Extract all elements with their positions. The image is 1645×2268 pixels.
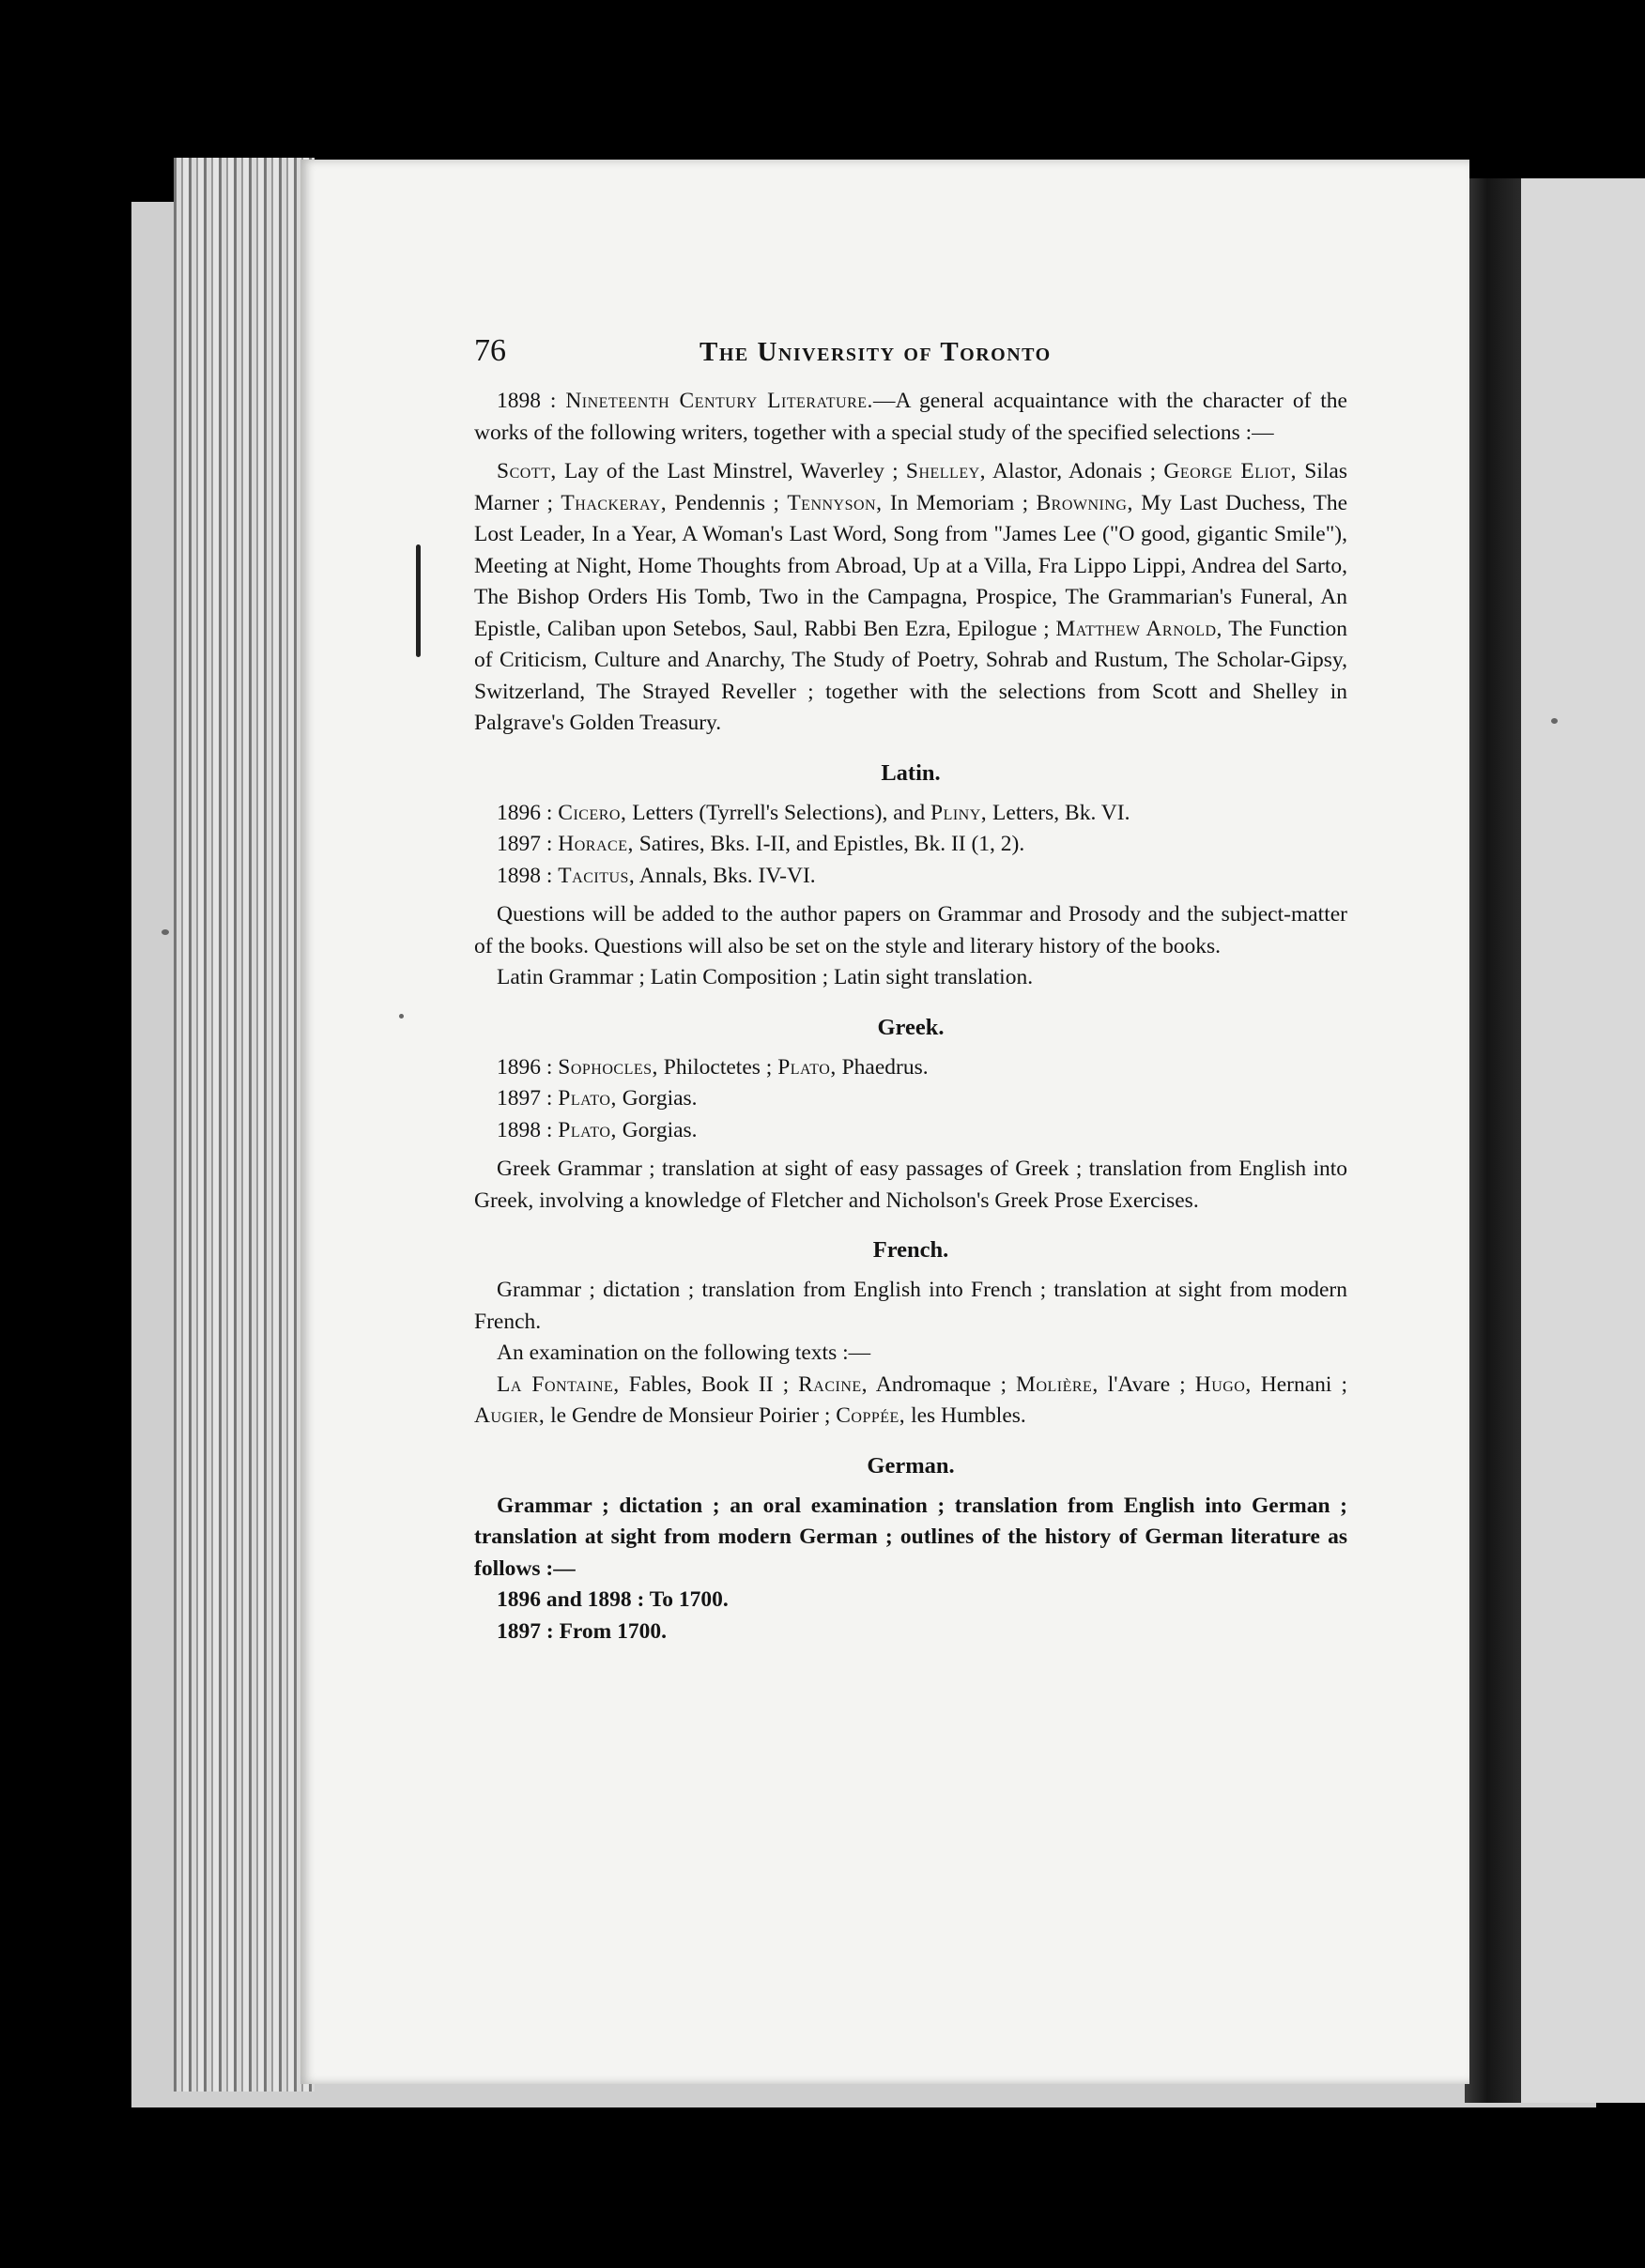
author-works: Pendennis ; [667,490,788,515]
author-name: Tennyson, [787,490,883,515]
work-text: le Gendre de Monsieur Poirier ; [545,1403,837,1428]
scan-speck [161,929,169,935]
work-text: Letters (Tyrrell's Selections), and [626,800,930,825]
author-name: Plato, [777,1054,837,1080]
intro-text: —A general acquaintance with the character of the works of the following writers, together with a special study of the specified selections :— [474,389,1347,445]
author-name: Molière, [1016,1372,1099,1397]
author-name: Augier, [474,1403,546,1428]
author-name: Pliny, [930,800,988,825]
french-texts [474,1370,1347,1433]
year-label: 1896 : [497,1054,553,1080]
german-period-2: 1897 : From 1700. [497,1618,668,1644]
french-exam: An examination on the following texts :— [497,1341,871,1365]
german-period-1: 1896 and 1898 : To 1700. [497,1587,729,1612]
greek-year-1896 [497,1052,1347,1084]
author-works: The Function of Criticism, Culture and Anarchy, The Study of Poetry, Sohrab and Rustum, The Scholar-Gipsy, Switzerland, The Strayed Reveller ; together with the selections from Scott and Shelley in Palgrave's Golden Treasury. [474,616,1348,735]
author-works: My Last Duchess, The Lost Leader, In a Year, A Woman's Last Word, Song from "James Lee ("O good, gigantic Smile"), Meeting at Night, Home Thoughts from Abroad, Up at a Villa, Fra Lippo Lippi, Andrea del Sarto, The Bishop Orders His Tomb, Two in the Campagna, Prospice, The Grammarian's Funeral, An Epistle, Caliban upon Setebos, Saul, Rabbi Ben Ezra, Epilogue ; [474,490,1348,641]
year-label: 1898 : [497,863,553,888]
year-label: 1896 : [497,800,553,825]
work-text: les Humbles. [905,1403,1026,1428]
author-name: Shelley, [905,459,987,483]
scan-speck [399,1014,404,1019]
author-name: La Fontaine, [497,1372,620,1397]
author-name: Thackeray, [561,490,668,515]
latin-grammar: Latin Grammar ; Latin Composition ; Latin sight translation. [497,965,1034,989]
author-name: Horace, [558,832,634,856]
year-label: 1898 : [497,1117,553,1142]
work-text: Satires, Bks. I-II, and Epistles, Bk. II (1, 2). [633,832,1025,856]
author-name: Hugo, [1194,1372,1252,1397]
section-heading: Nineteenth Century Literature. [565,389,873,413]
author-name: George Eliot, [1163,459,1298,483]
work-text: Fables, Book II ; [619,1372,799,1397]
latin-year-1896 [497,798,1347,830]
book-gutter [1465,178,1521,2103]
work-text: Gorgias. [616,1117,698,1142]
latin-year-1897 [497,829,1347,861]
author-name: Sophocles, [558,1054,658,1080]
page-edges [174,158,315,2092]
work-text: Hernani ; [1251,1372,1347,1397]
greek-note: Greek Grammar ; translation at sight of easy passages of Greek ; translation from English into Greek, involving a knowledge of Fletcher and Nicholson's Greek Prose Exercises. [474,1157,1347,1213]
book-page [300,160,1469,2084]
author-list [474,456,1347,740]
author-name: Plato, [558,1117,617,1142]
work-text: Annals, Bks. IV-VI. [635,863,816,888]
author-name: Browning, [1036,490,1133,515]
author-works: Lay of the Last Minstrel, Waverley ; [556,459,906,483]
latin-year-1898 [497,861,1347,893]
author-name: Scott, [497,459,557,483]
author-name: Tacitus, [558,863,636,888]
nineteenth-century-intro [474,386,1347,449]
greek-year-1897 [497,1083,1347,1115]
author-name: Coppée, [836,1403,906,1428]
year-label: 1897 : [497,1086,553,1111]
year-label: 1898 : [497,389,557,413]
work-text: Philoctetes ; [657,1054,778,1080]
author-name: Matthew Arnold, [1055,616,1222,641]
author-works: In Memoriam ; [882,490,1037,515]
work-text: Andromaque ; [868,1372,1017,1397]
facing-page-edge [1521,178,1645,2103]
page-number: 76 [474,333,506,368]
greek-year-1898 [497,1115,1347,1147]
author-works: Alastor, Adonais ; [986,459,1164,483]
page-content [474,333,1347,1647]
scan-speck [1551,718,1558,724]
author-name: Cicero, [558,800,627,825]
running-head [474,333,1347,386]
work-text: l'Avare ; [1098,1372,1195,1397]
french-heading: French. [872,1237,949,1263]
german-heading: German. [867,1452,955,1479]
running-title: The University of Toronto [700,337,1052,367]
author-name: Racine, [798,1372,869,1397]
work-text: Phaedrus. [836,1054,929,1080]
year-label: 1897 : [497,832,553,856]
latin-heading: Latin. [881,759,941,786]
author-name: Plato, [558,1086,617,1111]
author-works: Silas Marner ; [474,459,1347,515]
latin-note: Questions will be added to the author papers on Grammar and Prosody and the subject-matter of the books. Questions will also be set on the style and literary history of the books. [474,902,1347,958]
pencil-margin-mark [416,544,421,657]
german-note: Grammar ; dictation ; an oral examination ; translation from English into German ; translation at sight from modern German ; outlines of the history of German literature as follows :— [474,1493,1347,1581]
greek-heading: Greek. [877,1014,945,1040]
work-text: Letters, Bk. VI. [987,800,1130,825]
french-note: Grammar ; dictation ; translation from English into French ; translation at sight from modern French. [474,1278,1347,1334]
work-text: Gorgias. [616,1086,698,1111]
